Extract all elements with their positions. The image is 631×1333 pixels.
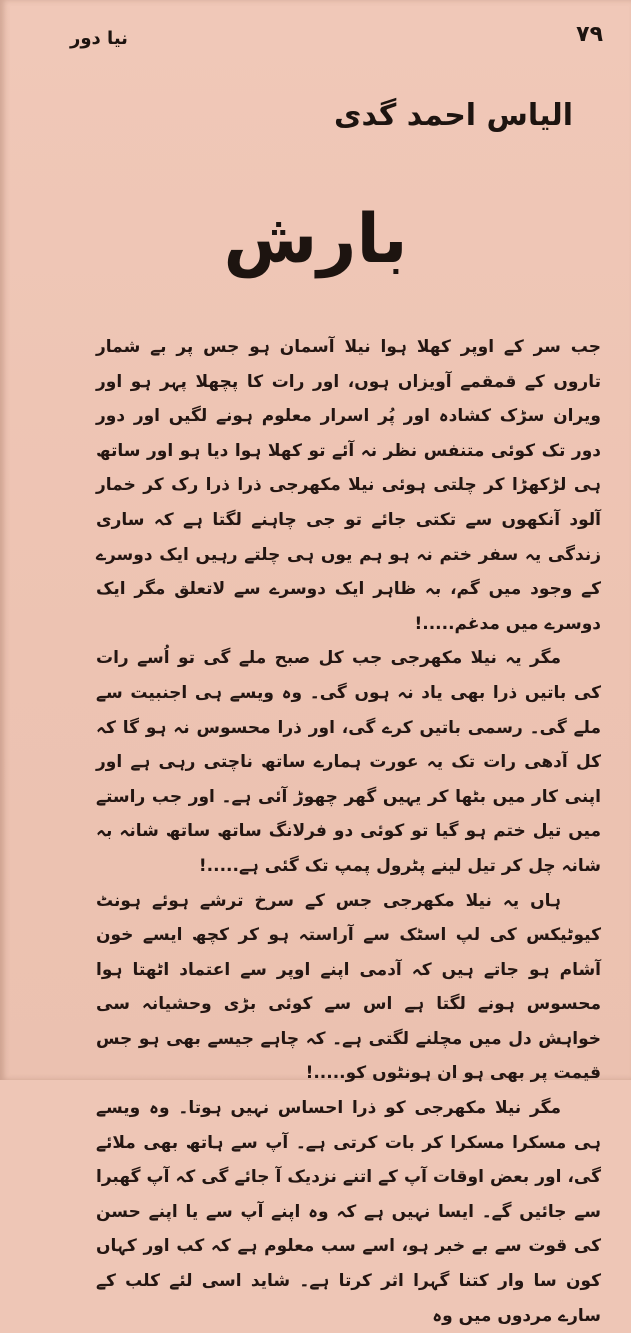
journal-name: نیا دور bbox=[70, 28, 128, 49]
page-number: ۷۹ bbox=[576, 22, 603, 47]
author-name: الیاس احمد گدی bbox=[334, 98, 573, 133]
paragraph: جب سر کے اوپر کھلا ہوا نیلا آسمان ہو جس پر بے شمار تاروں کے قمقمے آویزاں ہوں، اور رات کا پچھلا پہر ہو اور ویران سڑک کشادہ اور پُر اسرار معلوم ہونے لگیں اور دور دور تک کوئی متنفس نظر نہ آئے تو کھلا ہوا دیا ہو اور ساتھ ہی لڑکھڑا کر چلتی ہوئی نیلا مکھرجی ذرا ذرا رک کر خمار آلود آنکھوں سے تکتی جائے تو جی چاہنے لگتا ہے کہ ساری زندگی یہ سفر ختم نہ ہو ہم یوں ہی چلتے رہیں ایک دوسرے کے وجود میں گم، بہ ظاہر ایک دوسرے سے لاتعلق مگر ایک دوسرے میں مدغم.....! bbox=[96, 337, 601, 634]
story-title: بارش bbox=[223, 200, 408, 279]
paragraph: مگر نیلا مکھرجی کو ذرا احساس نہیں ہوتا۔ وہ ویسے ہی مسکرا مسکرا کر بات کرتی ہے۔ آپ سے ہاتھ بھی ملائے گی، اور بعض اوقات آپ کے اتنے نزدیک آ جائے گی کہ آپ گھبرا سے جائیں گے۔ ایسا نہیں ہے کہ وہ اپنے آپ سے یا اپنے حسن کی قوت سے بے خبر ہو، اسے سب معلوم ہے کہ کب اور کہاں کون سا وار کتنا گہرا اثر کرتا ہے۔ شاید اسی لئے کلب کے سارے مردوں میں وہ bbox=[96, 1098, 601, 1326]
paragraph: ہاں یہ نیلا مکھرجی جس کے سرخ ترشے ہوئے ہونٹ کیوٹیکس کی لپ اسٹک سے آراستہ ہو کر کچھ ایسے خون آشام ہو جاتے ہیں کہ آدمی اپنے اوپر سے اعتماد اٹھتا ہوا محسوس ہونے لگتا ہے اس سے کوئی بڑی وحشیانہ سی خواہش دل میں مچلنے لگتی ہے۔ کہ چاہے جیسے بھی ہو جس قیمت پر بھی ہو ان ہونٹوں کو.....! bbox=[96, 890, 601, 1084]
paragraph: مگر یہ نیلا مکھرجی جب کل صبح ملے گی تو اُسے رات کی باتیں ذرا بھی یاد نہ ہوں گی۔ وہ ویسے ہی اجنبیت سے ملے گی۔ رسمی باتیں کرے گی، اور ذرا محسوس نہ ہو گا کہ کل آدھی رات تک یہ عورت ہمارے ساتھ ناچتی رہی ہے اور اپنی کار میں بٹھا کر یہیں گھر چھوڑ آئی ہے۔ اور جب راستے میں تیل ختم ہو گیا تو کوئی دو فرلانگ ساتھ ساتھ شانہ بہ شانہ چل کر تیل لینے پٹرول پمپ تک گئی ہے.....! bbox=[96, 648, 601, 876]
story-body bbox=[96, 330, 601, 1333]
page-header bbox=[70, 22, 603, 62]
